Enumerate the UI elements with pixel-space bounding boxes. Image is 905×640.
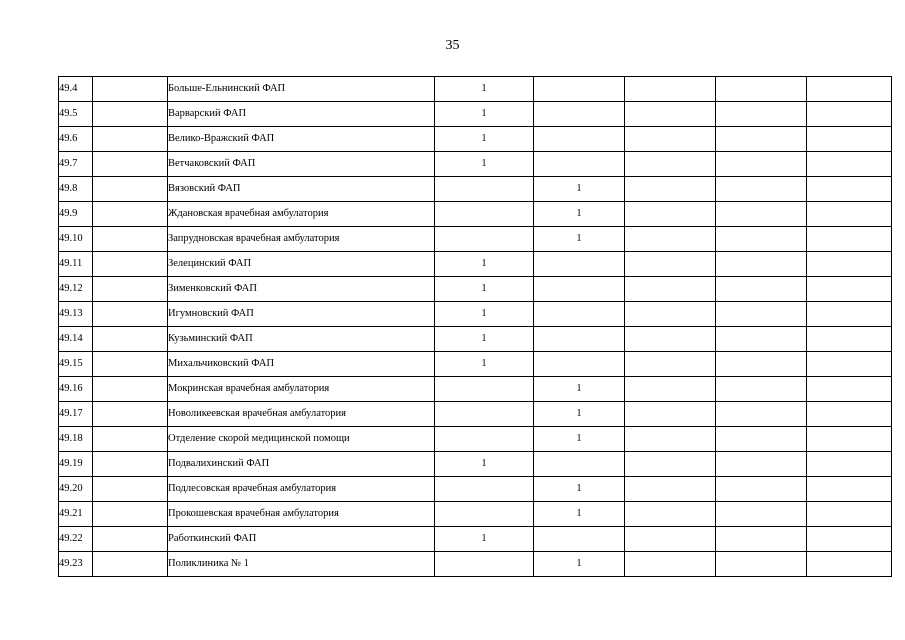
table-row [59,427,892,452]
empty-cell [625,102,716,127]
facilities-table [58,76,892,577]
facility-name-cell: Отделение скорой медицинской помощи [168,427,435,452]
empty-cell [807,252,892,277]
facility-name-cell: Работкинский ФАП [168,527,435,552]
value-cell-2 [534,302,625,327]
empty-cell [807,302,892,327]
empty-cell [807,377,892,402]
empty-cell [625,152,716,177]
empty-cell [625,552,716,577]
value-cell-2: 1 [534,202,625,227]
empty-cell [807,552,892,577]
empty-cell [93,202,168,227]
row-number-cell: 49.10 [59,227,93,252]
facility-name-cell: Велико-Вражский ФАП [168,127,435,152]
empty-cell [625,177,716,202]
page-number: 35 [445,38,460,53]
empty-cell [93,552,168,577]
empty-cell [625,277,716,302]
empty-cell [625,202,716,227]
value-cell-2 [534,102,625,127]
facility-name-cell: Игумновский ФАП [168,302,435,327]
table-body [59,77,892,577]
value-cell-2: 1 [534,502,625,527]
empty-cell [807,477,892,502]
empty-cell [716,527,807,552]
table-row [59,502,892,527]
empty-cell [807,202,892,227]
value-cell-1 [435,227,534,252]
facility-name-cell: Прокошевская врачебная амбулатория [168,502,435,527]
empty-cell [93,402,168,427]
value-cell-2 [534,77,625,102]
row-number-cell: 49.22 [59,527,93,552]
facility-name-cell: Подлесовская врачебная амбулатория [168,477,435,502]
empty-cell [807,327,892,352]
empty-cell [807,402,892,427]
facility-name-cell: Больше-Ельнинский ФАП [168,77,435,102]
value-cell-1: 1 [435,127,534,152]
table-row [59,152,892,177]
facility-name-cell: Новоликеевская врачебная амбулатория [168,402,435,427]
empty-cell [93,352,168,377]
row-number-cell: 49.14 [59,327,93,352]
facility-name-cell: Зелецинский ФАП [168,252,435,277]
value-cell-1 [435,402,534,427]
empty-cell [625,427,716,452]
value-cell-2 [534,327,625,352]
value-cell-1: 1 [435,302,534,327]
empty-cell [93,327,168,352]
empty-cell [716,477,807,502]
table-row [59,127,892,152]
row-number-cell: 49.23 [59,552,93,577]
empty-cell [625,227,716,252]
table-row [59,552,892,577]
empty-cell [807,277,892,302]
row-number-cell: 49.8 [59,177,93,202]
empty-cell [93,227,168,252]
empty-cell [93,252,168,277]
empty-cell [93,127,168,152]
value-cell-1: 1 [435,327,534,352]
empty-cell [625,377,716,402]
row-number-cell: 49.5 [59,102,93,127]
value-cell-2: 1 [534,552,625,577]
row-number-cell: 49.20 [59,477,93,502]
empty-cell [625,502,716,527]
facility-name-cell: Вязовский ФАП [168,177,435,202]
empty-cell [807,152,892,177]
table-row [59,402,892,427]
empty-cell [716,352,807,377]
empty-cell [716,252,807,277]
row-number-cell: 49.17 [59,402,93,427]
empty-cell [807,127,892,152]
value-cell-1 [435,477,534,502]
value-cell-2 [534,352,625,377]
facility-name-cell: Подвалихинский ФАП [168,452,435,477]
value-cell-2 [534,252,625,277]
value-cell-2: 1 [534,227,625,252]
value-cell-2: 1 [534,427,625,452]
empty-cell [93,152,168,177]
empty-cell [716,227,807,252]
value-cell-2 [534,127,625,152]
row-number-cell: 49.11 [59,252,93,277]
row-number-cell: 49.7 [59,152,93,177]
empty-cell [93,277,168,302]
empty-cell [716,102,807,127]
value-cell-1 [435,502,534,527]
facility-name-cell: Зименковский ФАП [168,277,435,302]
empty-cell [807,452,892,477]
table-row [59,77,892,102]
empty-cell [93,302,168,327]
table-row [59,327,892,352]
table-row [59,227,892,252]
empty-cell [625,477,716,502]
row-number-cell: 49.15 [59,352,93,377]
value-cell-1: 1 [435,102,534,127]
row-number-cell: 49.4 [59,77,93,102]
facility-name-cell: Ждановская врачебная амбулатория [168,202,435,227]
empty-cell [625,302,716,327]
empty-cell [93,177,168,202]
empty-cell [93,102,168,127]
value-cell-2: 1 [534,177,625,202]
empty-cell [807,102,892,127]
empty-cell [807,227,892,252]
empty-cell [716,502,807,527]
row-number-cell: 49.6 [59,127,93,152]
empty-cell [625,327,716,352]
facility-name-cell: Михальчиковский ФАП [168,352,435,377]
empty-cell [625,352,716,377]
table-row [59,452,892,477]
empty-cell [625,527,716,552]
empty-cell [625,252,716,277]
row-number-cell: 49.16 [59,377,93,402]
empty-cell [93,502,168,527]
empty-cell [716,77,807,102]
table-row [59,177,892,202]
value-cell-1: 1 [435,77,534,102]
empty-cell [807,502,892,527]
value-cell-1: 1 [435,277,534,302]
value-cell-2 [534,152,625,177]
empty-cell [807,427,892,452]
value-cell-1: 1 [435,152,534,177]
empty-cell [716,377,807,402]
empty-cell [93,527,168,552]
empty-cell [625,77,716,102]
empty-cell [716,302,807,327]
table-row [59,477,892,502]
facility-name-cell: Кузьминский ФАП [168,327,435,352]
facility-name-cell: Варварский ФАП [168,102,435,127]
table-row [59,352,892,377]
table-row [59,277,892,302]
empty-cell [807,352,892,377]
facility-name-cell: Поликлиника № 1 [168,552,435,577]
empty-cell [625,402,716,427]
value-cell-2 [534,452,625,477]
facility-name-cell: Мокринская врачебная амбулатория [168,377,435,402]
empty-cell [716,327,807,352]
value-cell-1: 1 [435,452,534,477]
empty-cell [716,452,807,477]
empty-cell [93,77,168,102]
empty-cell [716,277,807,302]
value-cell-1: 1 [435,527,534,552]
empty-cell [625,452,716,477]
facility-name-cell: Запрудновская врачебная амбулатория [168,227,435,252]
empty-cell [807,177,892,202]
empty-cell [716,177,807,202]
row-number-cell: 49.12 [59,277,93,302]
value-cell-2 [534,527,625,552]
table-row [59,252,892,277]
value-cell-2: 1 [534,402,625,427]
empty-cell [93,477,168,502]
empty-cell [93,377,168,402]
value-cell-1 [435,552,534,577]
value-cell-1 [435,427,534,452]
row-number-cell: 49.21 [59,502,93,527]
empty-cell [716,127,807,152]
table-row [59,102,892,127]
empty-cell [93,427,168,452]
table-row [59,202,892,227]
value-cell-1: 1 [435,352,534,377]
empty-cell [807,527,892,552]
empty-cell [716,152,807,177]
value-cell-1 [435,377,534,402]
facility-name-cell: Ветчаковский ФАП [168,152,435,177]
value-cell-1 [435,177,534,202]
value-cell-1 [435,202,534,227]
value-cell-2 [534,277,625,302]
table-row [59,302,892,327]
row-number-cell: 49.9 [59,202,93,227]
empty-cell [807,77,892,102]
value-cell-1: 1 [435,252,534,277]
empty-cell [716,202,807,227]
row-number-cell: 49.19 [59,452,93,477]
empty-cell [716,427,807,452]
table-row [59,527,892,552]
table-row [59,377,892,402]
empty-cell [625,127,716,152]
value-cell-2: 1 [534,377,625,402]
row-number-cell: 49.13 [59,302,93,327]
value-cell-2: 1 [534,477,625,502]
empty-cell [93,452,168,477]
empty-cell [716,552,807,577]
empty-cell [716,402,807,427]
row-number-cell: 49.18 [59,427,93,452]
